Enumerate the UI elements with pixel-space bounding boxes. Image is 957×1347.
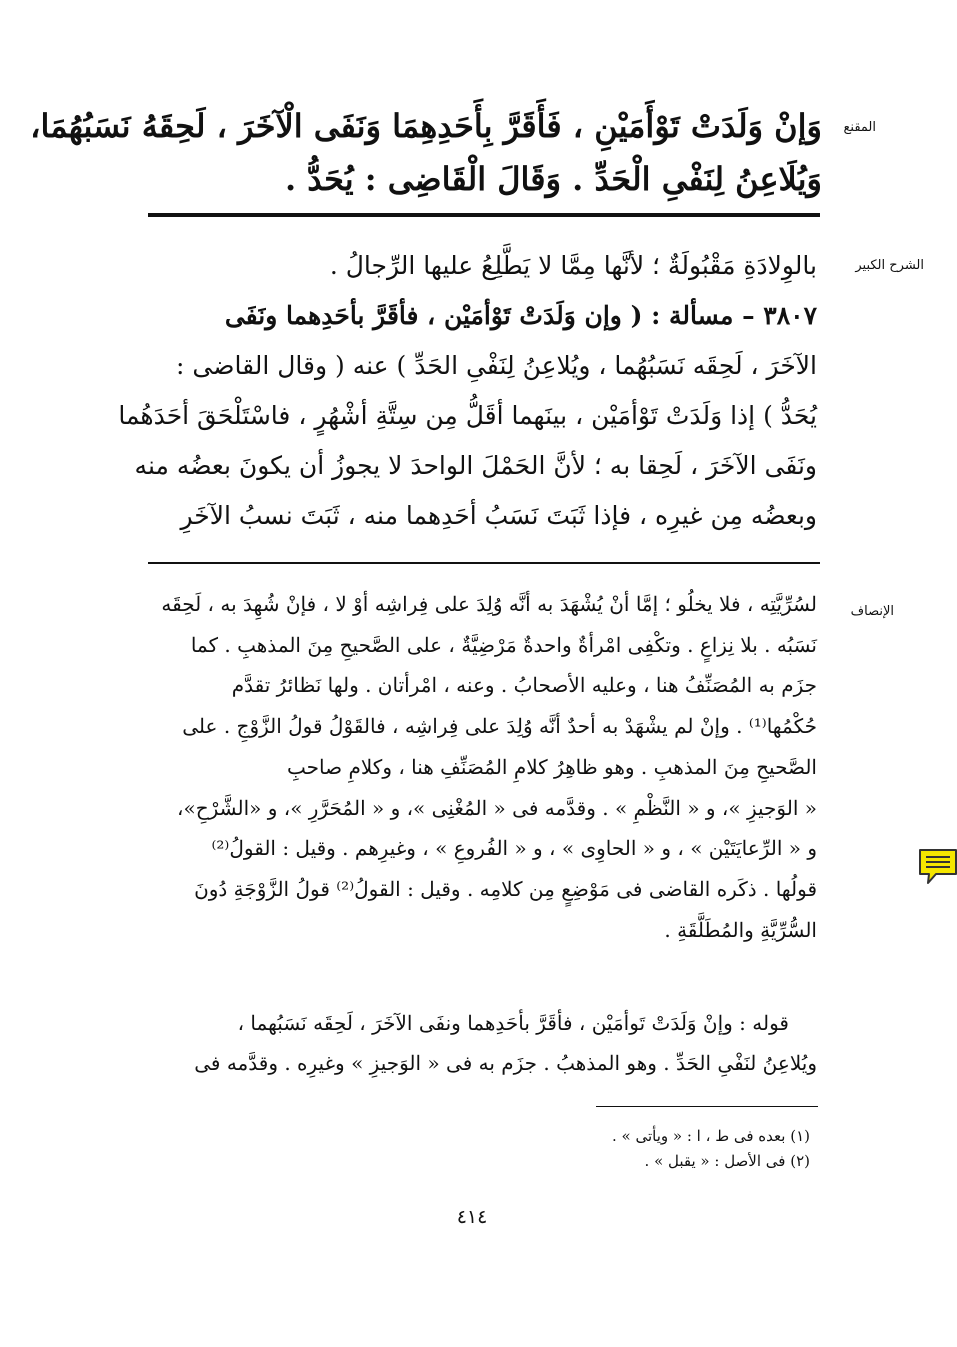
insaf-text — [145, 584, 817, 950]
sharh-line: وبعضُه مِن غيرِه ، فإذا ثَبَتَ نَسَبُ أحَدِهما منه ، ثَبَتَ نسبُ الآخَرِ — [180, 501, 817, 530]
footnote-divider — [596, 1106, 818, 1107]
insaf-line: لسُرِّيَّتِه ، فلا يخلُو ؛ إمَّا أنْ يُشْهَدَ به أنَّه وُلِدَ على فِراشِه أوْ لا ، فإنْ شُهِدَ به ، لَحِقَه — [161, 592, 817, 616]
footnotes — [520, 1124, 810, 1174]
footnote-item: (١) بعده فى ط ، ا : « ويأتى » . — [612, 1127, 810, 1145]
muqni-label: المقنع — [843, 120, 876, 135]
qawl-line: ويُلاعِنُ لنَفْىِ الحَدِّ . وهو المذهبُ . جزَم به فى « الوَجيزِ » وغيرِه . وقدَّمه فى — [194, 1051, 817, 1075]
footnote-item: (٢) فى الأصل : « يقبل » . — [644, 1152, 810, 1170]
sharh-text — [118, 241, 817, 541]
insaf-label: الإنصاف — [850, 604, 894, 619]
insaf-line: « الوَجيزِ »، و « النَّظْمِ » . وقدَّمه فى « المُغْنِى »، و « المُحَرَّرِ »، و «الشَّرْحِ»، — [177, 795, 817, 820]
insaf-line: الصَّحيحِ مِنَ المذهبِ . وهو ظاهِرُ كلامِ المُصَنِّفِ هنا ، وكلامِ صاحبِ — [287, 754, 817, 779]
muqni-divider — [148, 213, 820, 217]
qawl-text — [145, 1003, 817, 1083]
qawl-line: قوله : وإنْ وَلَدَتْ تَوأمَيْن ، فأقَرَّ بأحَدِهما ونفَى الآخَرَ ، لَحِقَه نَسَبُهما ، — [237, 1011, 789, 1035]
comment-note-icon[interactable] — [918, 846, 957, 886]
insaf-line: و « الرِّعايَتَيْن » ، و « الحاوِى » ، و « الفُروعِ » ، وغيرِهم . وقيل : القولُ⁽²⁾ — [211, 836, 817, 861]
insaf-line: حُكْمُها⁽¹⁾ . وإنْ لم يشْهَدْ به أحدٌ أنَّه وُلِدَ على فِراشِه ، فالقَوْلُ قولُ الزَّوْجِ . على — [182, 714, 817, 739]
muqni-line: وَيُلَاعِنُ لِنَفْىِ الْحَدِّ . وَقَالَ الْقَاضِى : يُحَدُّ . — [284, 160, 822, 198]
sharh-line: الآخَرَ ، لَحِقَه نَسَبُهُما ، ويُلاعِنُ لِنَفْىِ الحَدِّ ) عنه ( وقال القاضى : — [176, 351, 817, 380]
muqni-line: وَإنْ وَلَدَتْ تَوْأَمَيْنِ ، فَأَقَرَّ بِأَحَدِهِمَا وَنَفَى الْآخَرَ ، لَحِقَهُ نَسَبُهُمَا، — [30, 107, 822, 145]
sharh-divider — [148, 562, 820, 564]
insaf-line: جزَم به المُصَنِّفُ هنا ، وعليه الأصحابُ . وعنه ، امْرأتان . ولها نَظائرُ تقدَّم — [231, 673, 817, 698]
insaf-line: نَسَبُه . بلا نِزاعٍ . وتكْفِى امْرأةٌ واحدةٌ مَرْضِيَّةٌ ، على الصَّحيحِ مِنَ المذهبِ . كما — [190, 632, 817, 657]
muqni-text — [30, 100, 822, 206]
page-number: ٤١٤ — [456, 1206, 488, 1228]
sharh-line: يُحَدُّ ) إذا وَلَدَتْ تَوْأمَيْن ، بينَهما أقَلُّ مِن سِتَّةِ أشْهُرٍ ، فاسْتَلْحَقَ أحَدَهُما — [118, 401, 817, 430]
insaf-line: قولُها . ذكَره القاضى فى مَوْضِعٍ مِن كلامِه . وقيل : القولُ⁽²⁾ قولُ الزَّوْجَةِ دُونَ — [194, 876, 817, 901]
sharh-line: ٣٨٠٧ – مسألة : ( وإن وَلَدَتْ تَوْأمَيْن ، فأقَرَّ بأحَدِهما ونَفَى — [224, 301, 817, 330]
sharh-label: الشرح الكبير — [855, 258, 924, 273]
insaf-line: السُّرِّيَّةِ والمُطَلَّقَةِ . — [664, 917, 817, 942]
sharh-line: بالوِلادَةِ مَقْبُولَةٌ ؛ لأنَّها مِمَّا لا يَطَّلِعُ عليها الرِّجالُ . — [329, 251, 817, 280]
sharh-line: ونَفَى الآخَرَ ، لَحِقا به ؛ لأنَّ الحَمْلَ الواحدَ لا يجوزُ أن يكونَ بعضُه منه — [134, 451, 817, 480]
